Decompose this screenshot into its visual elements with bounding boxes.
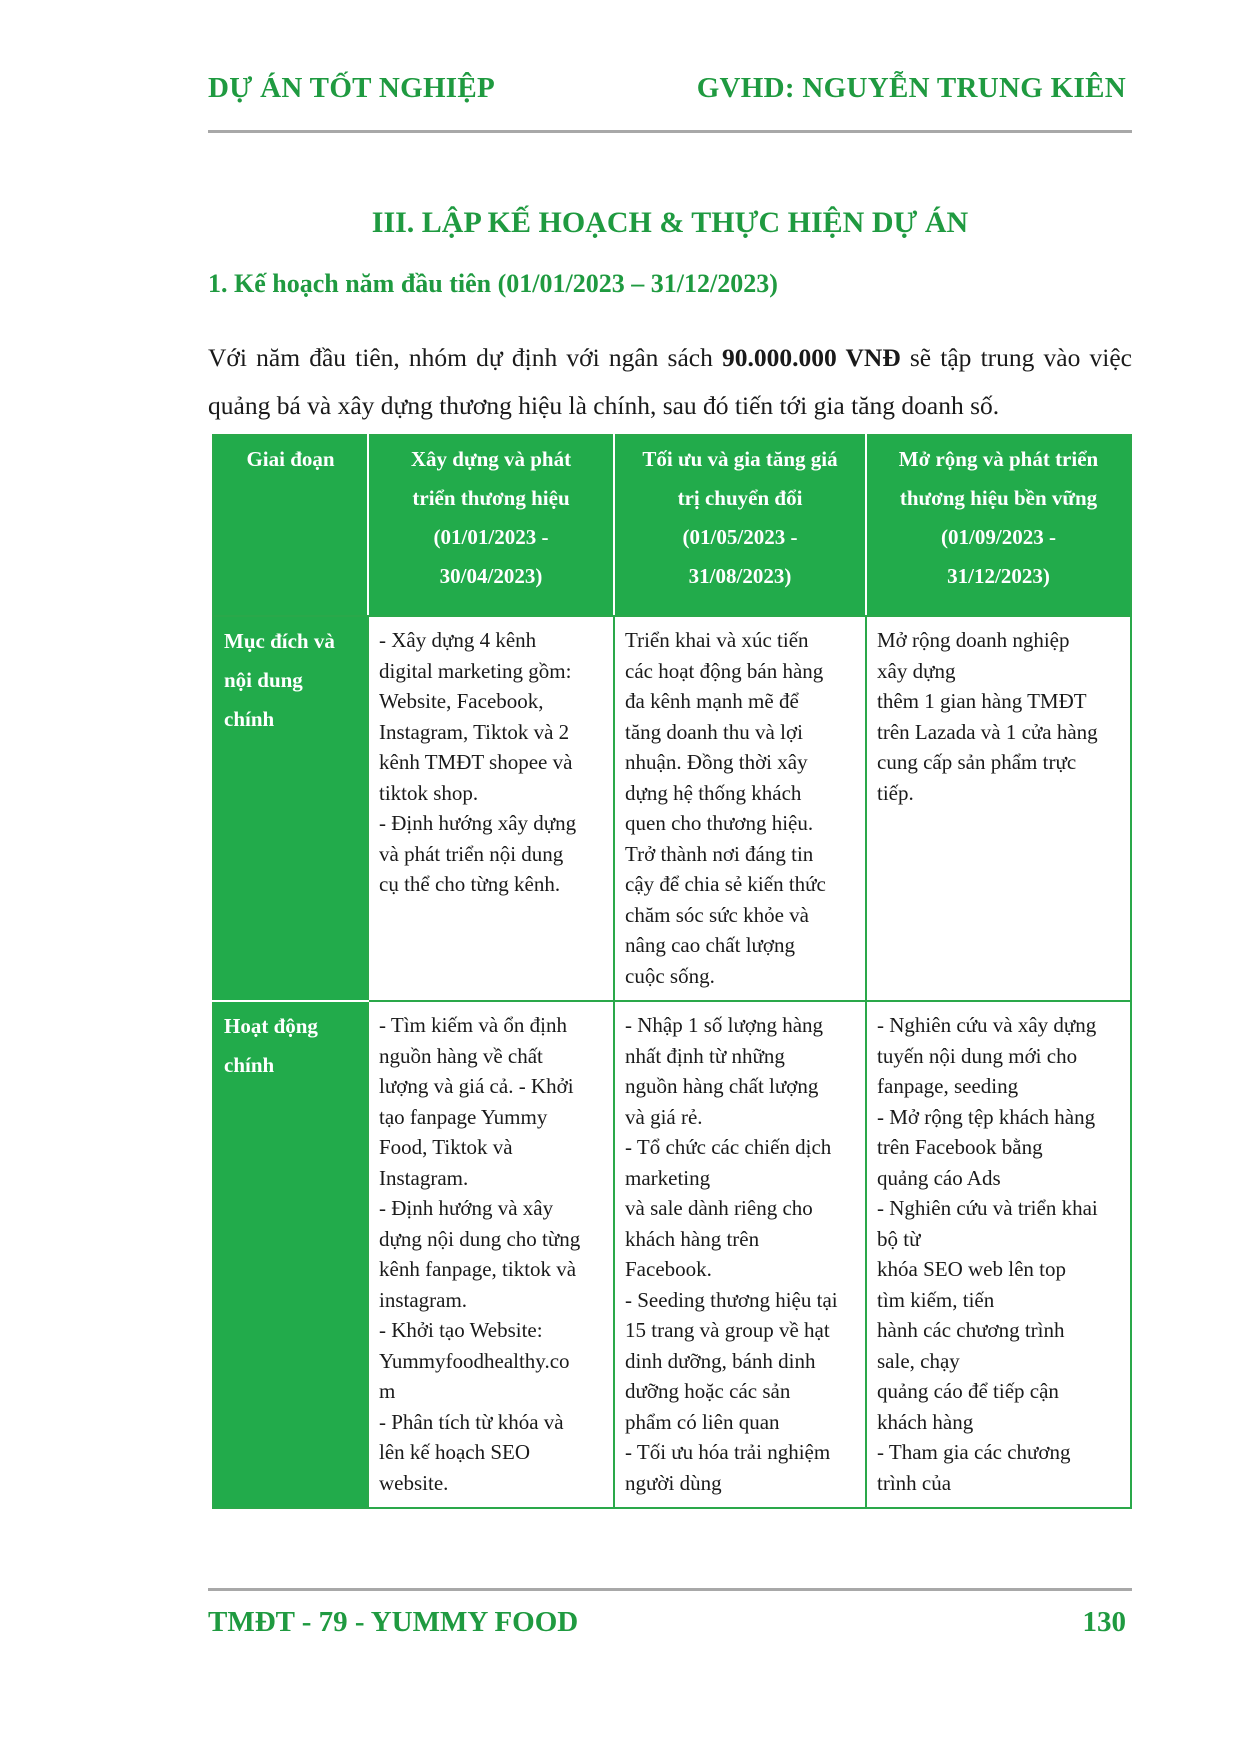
intro-paragraph	[208, 334, 1132, 430]
row-label-purpose	[213, 616, 368, 1001]
cell-line: khách hàng	[877, 1409, 974, 1434]
cell-line: cụ thể cho từng kênh.	[379, 872, 561, 896]
cell-line: nguồn hàng chất lượng	[625, 1074, 819, 1098]
cell-line: dinh dưỡng, bánh dinh	[625, 1348, 816, 1373]
cell-line: hành các chương trình	[877, 1318, 1065, 1342]
cell-line: các hoạt động bán hàng	[625, 658, 824, 683]
cell-line: Tối ưu và gia tăng giá	[642, 447, 838, 471]
header-project-title: DỰ ÁN TỐT NGHIỆP	[208, 72, 496, 104]
cell-line: Instagram.	[379, 1165, 469, 1190]
cell-line: Mở rộng doanh nghiệp	[877, 628, 1070, 652]
cell-line: xây dựng	[877, 658, 956, 683]
cell-line: website.	[379, 1470, 449, 1495]
cell-line: tăng doanh thu và lợi	[625, 719, 803, 744]
header-cell-phase	[213, 435, 368, 616]
header-divider	[208, 130, 1132, 133]
cell-line: 31/08/2023)	[688, 564, 792, 588]
cell-line: quen cho thương hiệu.	[625, 811, 814, 835]
intro-text-after: sẽ tập trung vào việc quảng bá và xây dựng thương hiệu là chính, sau đó tiến tới gia tăng doanh số.	[208, 343, 1132, 420]
cell-line: - Phân tích từ khóa và	[379, 1409, 564, 1434]
page-footer	[208, 1606, 1126, 1639]
cell-line: và phát triển nội dung	[379, 841, 564, 866]
cell-line: digital marketing gồm:	[379, 658, 572, 683]
page-number: 130	[1082, 1606, 1126, 1638]
cell-line: (01/09/2023 -	[941, 525, 1056, 549]
cell-line: khách hàng trên	[625, 1226, 760, 1251]
cell-line: Triển khai và xúc tiến	[625, 628, 809, 652]
cell-line: thêm 1 gian hàng TMĐT	[877, 689, 1087, 713]
cell-line: - Tìm kiếm và ổn định	[379, 1013, 568, 1037]
cell-line: - Seeding thương hiệu tại	[625, 1287, 838, 1312]
row-label-activities	[213, 1001, 368, 1508]
cell-line: Yummyfoodhealthy.co	[379, 1348, 570, 1373]
table-cell	[614, 616, 866, 1001]
cell-line: bộ từ	[877, 1226, 921, 1251]
cell-line: chăm sóc sức khỏe và	[625, 902, 809, 927]
subsection-title: 1. Kế hoạch năm đầu tiên (01/01/2023 – 31/12/2023)	[208, 269, 778, 298]
cell-line: nội dung	[224, 668, 303, 692]
cell-line: và sale dành riêng cho	[625, 1196, 813, 1220]
cell-line: trình của	[877, 1470, 952, 1495]
cell-line: chính	[224, 1053, 275, 1077]
cell-line: khóa SEO web lên top	[877, 1257, 1066, 1281]
table-cell	[614, 1001, 866, 1508]
cell-line: nguồn hàng về chất	[379, 1043, 543, 1068]
table-cell	[368, 1001, 614, 1508]
cell-line: - Định hướng xây dựng	[379, 811, 577, 835]
intro-text-before: Với năm đầu tiên, nhóm dự định với ngân sách	[208, 343, 723, 372]
cell-line: kênh TMĐT shopee và	[379, 750, 573, 774]
cell-line: - Tối ưu hóa trải nghiệm	[625, 1440, 831, 1464]
cell-line: quảng cáo Ads	[877, 1165, 1001, 1190]
cell-line: tiktok shop.	[379, 780, 479, 805]
table-header-row	[213, 435, 1131, 616]
header-cell-stage-3	[866, 435, 1131, 616]
cell-line: cuộc sống.	[625, 963, 715, 988]
cell-line: đa kênh mạnh mẽ để	[625, 689, 799, 713]
cell-line: cung cấp sản phẩm trực	[877, 750, 1077, 774]
cell-line: (01/01/2023 -	[433, 525, 549, 549]
cell-line: quảng cáo để tiếp cận	[877, 1379, 1059, 1403]
cell-line: 30/04/2023)	[439, 564, 543, 588]
cell-line: tạo fanpage Yummy	[379, 1104, 548, 1129]
cell-line: nâng cao chất lượng	[625, 933, 796, 957]
cell-line: Giai đoạn	[246, 447, 335, 471]
cell-line: - Khởi tạo Website:	[379, 1318, 543, 1342]
cell-line: - Tham gia các chương	[877, 1440, 1071, 1464]
cell-line: (01/05/2023 -	[682, 525, 798, 549]
cell-line: dựng hệ thống khách	[625, 780, 802, 805]
cell-line: fanpage, seeding	[877, 1074, 1019, 1098]
cell-line: - Định hướng và xây	[379, 1196, 554, 1220]
cell-line: dựng nội dung cho từng	[379, 1226, 581, 1251]
cell-line: tìm kiếm, tiến	[877, 1287, 995, 1312]
header-cell-stage-1	[368, 435, 614, 616]
cell-line: marketing	[625, 1165, 711, 1190]
header-cell-stage-2	[614, 435, 866, 616]
cell-line: tuyến nội dung mới cho	[877, 1043, 1078, 1068]
cell-line: Hoạt động	[224, 1014, 318, 1038]
cell-line: chính	[224, 707, 275, 731]
cell-line: - Nghiên cứu và triển khai	[877, 1196, 1098, 1220]
header-supervisor: GVHD: NGUYỄN TRUNG KIÊN	[696, 72, 1126, 104]
cell-line: 31/12/2023)	[947, 564, 1050, 588]
cell-line: thương hiệu bền vững	[899, 486, 1098, 510]
cell-line: instagram.	[379, 1287, 468, 1312]
cell-line: Mục đích và	[224, 629, 335, 653]
cell-line: trên Lazada và 1 cửa hàng	[877, 719, 1098, 744]
page-header	[208, 72, 1126, 105]
cell-line: lên kế hoạch SEO	[379, 1440, 531, 1464]
cell-line: lượng và giá cả. - Khởi	[379, 1074, 574, 1098]
cell-line: nhất định từ những	[625, 1043, 785, 1068]
cell-line: Mở rộng và phát triển	[898, 447, 1099, 471]
cell-line: 15 trang và group về hạt	[625, 1318, 830, 1342]
cell-line: Website, Facebook,	[379, 689, 544, 713]
cell-line: - Xây dựng 4 kênh	[379, 628, 537, 652]
cell-line: trị chuyển đổi	[677, 486, 803, 510]
plan-table	[212, 434, 1132, 1509]
cell-line: - Mở rộng tệp khách hàng	[877, 1104, 1096, 1129]
table-cell	[866, 1001, 1131, 1508]
cell-line: người dùng	[625, 1470, 722, 1495]
footer-project-name: TMĐT - 79 - YUMMY FOOD	[208, 1606, 579, 1638]
cell-line: triển thương hiệu	[412, 486, 570, 510]
cell-line: trên Facebook bằng	[877, 1135, 1043, 1159]
cell-line: Instagram, Tiktok và 2	[379, 719, 570, 744]
cell-line: phẩm có liên quan	[625, 1409, 780, 1434]
cell-line: tiếp.	[877, 780, 914, 805]
cell-line: kênh fanpage, tiktok và	[379, 1257, 577, 1281]
cell-line: Trở thành nơi đáng tin	[625, 841, 814, 866]
table-cell	[866, 616, 1131, 1001]
footer-divider	[208, 1588, 1132, 1591]
section-title: III. LẬP KẾ HOẠCH & THỰC HIỆN DỰ ÁN	[371, 206, 969, 239]
cell-line: - Nghiên cứu và xây dựng	[877, 1013, 1097, 1037]
intro-budget: 90.000.000 VNĐ	[722, 343, 901, 372]
table-row	[213, 1001, 1131, 1508]
cell-line: - Nhập 1 số lượng hàng	[625, 1013, 824, 1037]
cell-line: sale, chạy	[877, 1348, 960, 1373]
cell-line: và giá rẻ.	[625, 1104, 703, 1129]
cell-line: nhuận. Đồng thời xây	[625, 750, 808, 774]
cell-line: Facebook.	[625, 1257, 712, 1281]
table-row	[213, 616, 1131, 1001]
cell-line: Xây dựng và phát	[410, 447, 572, 471]
cell-line: - Tổ chức các chiến dịch	[625, 1135, 832, 1159]
table-cell	[368, 616, 614, 1001]
cell-line: Food, Tiktok và	[379, 1135, 513, 1159]
cell-line: cậy để chia sẻ kiến thức	[625, 872, 826, 896]
cell-line: dưỡng hoặc các sản	[625, 1379, 791, 1403]
cell-line: m	[379, 1379, 396, 1403]
